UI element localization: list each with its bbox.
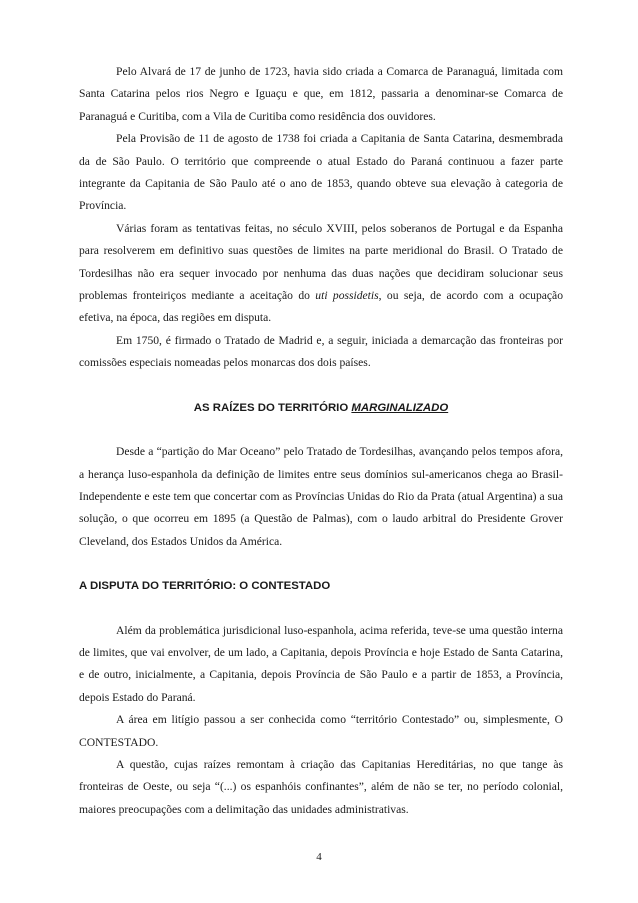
paragraph-tentativas bbox=[79, 218, 563, 330]
section-title-raizes bbox=[79, 397, 563, 419]
section-title-raizes-emph: MARGINALIZADO bbox=[351, 401, 449, 414]
paragraph-questao: A questão, cujas raízes remontam à criação das Capitanias Hereditárias, no que tange às fronteiras de Oeste, ou seja “(...) os espanhóis confinantes”, além de não se ter, no período colonial, maiores preocupações com a delimitação das unidades administrativas. bbox=[79, 757, 563, 816]
page-number: 4 bbox=[316, 851, 322, 863]
paragraph-area-litigio: A área em litígio passou a ser conhecida como “território Contestado” ou, simplesmente, O CONTESTADO. bbox=[79, 713, 563, 749]
paragraph-tentativas-text: Várias foram as tentativas feitas, no século XVIII, pelos soberanos de Portugal e da Espanha para resolverem em definitivo suas questões de limites na parte meridional do Brasil. O Tratado de Tordesilhas não era sequer invocado por nenhuma das duas nações que decidiram solucionar seus problemas fronteiriços mediante a aceitação do bbox=[79, 221, 563, 303]
document-page bbox=[79, 61, 563, 821]
section-title-raizes-plain: AS RAÍZES DO TERRITÓRIO bbox=[193, 401, 352, 414]
paragraph-problematica: Além da problemática jurisdicional luso-espanhola, acima referida, teve-se uma questão interna de limites, que vai envolver, de um lado, a Capitania, depois Província e hoje Estado de Santa Catarina, e de outro, inicialmente, a Capitania, depois Província de São Paulo e a partir de 1853, a Província, depois Estado do Paraná. bbox=[79, 623, 563, 704]
uti-possidetis-term: uti possidetis bbox=[315, 289, 379, 303]
paragraph-provisao: Pela Provisão de 11 de agosto de 1738 foi criada a Capitania de Santa Catarina, desmembrada da de São Paulo. O território que compreende o atual Estado do Paraná continuou a fazer parte integrante da Capitania de São Paulo até o ano de 1853, quando obteve sua elevação à categoria de Província. bbox=[79, 132, 563, 213]
paragraph-alvara: Pelo Alvará de 17 de junho de 1723, havia sido criada a Comarca de Paranaguá, limitada com Santa Catarina pelos rios Negro e Iguaçu e que, em 1812, passaria a denominar-se Comarca de Paranaguá e Curitiba, com a Vila de Curitiba como residência dos ouvidores. bbox=[79, 65, 563, 123]
paragraph-madrid: Em 1750, é firmado o Tratado de Madrid e, a seguir, iniciada a demarcação das fronteiras por comissões especiais nomeadas pelos monarcas dos dois países. bbox=[79, 333, 563, 370]
paragraph-tentativas-end: , ou seja, de acordo com a ocupação efetiva, na época, das regiões em disputa. bbox=[79, 289, 563, 325]
section-title-disputa: A DISPUTA DO TERRITÓRIO: O CONTESTADO bbox=[79, 580, 331, 593]
paragraph-particao: Desde a “partição do Mar Oceano” pelo Tratado de Tordesilhas, avançando pelos tempos afora, a herança luso-espanhola da definição de limites entre seus domínios sul-americanos chega ao Brasil-Independente e este tem que concertar com as Províncias Unidas do Rio da Prata (atual Argentina) a sua solução, o que ocorreu em 1895 (a Questão de Palmas), com o laudo arbitral do Presidente Grover Cleveland, dos Estados Unidos da América. bbox=[79, 445, 563, 548]
